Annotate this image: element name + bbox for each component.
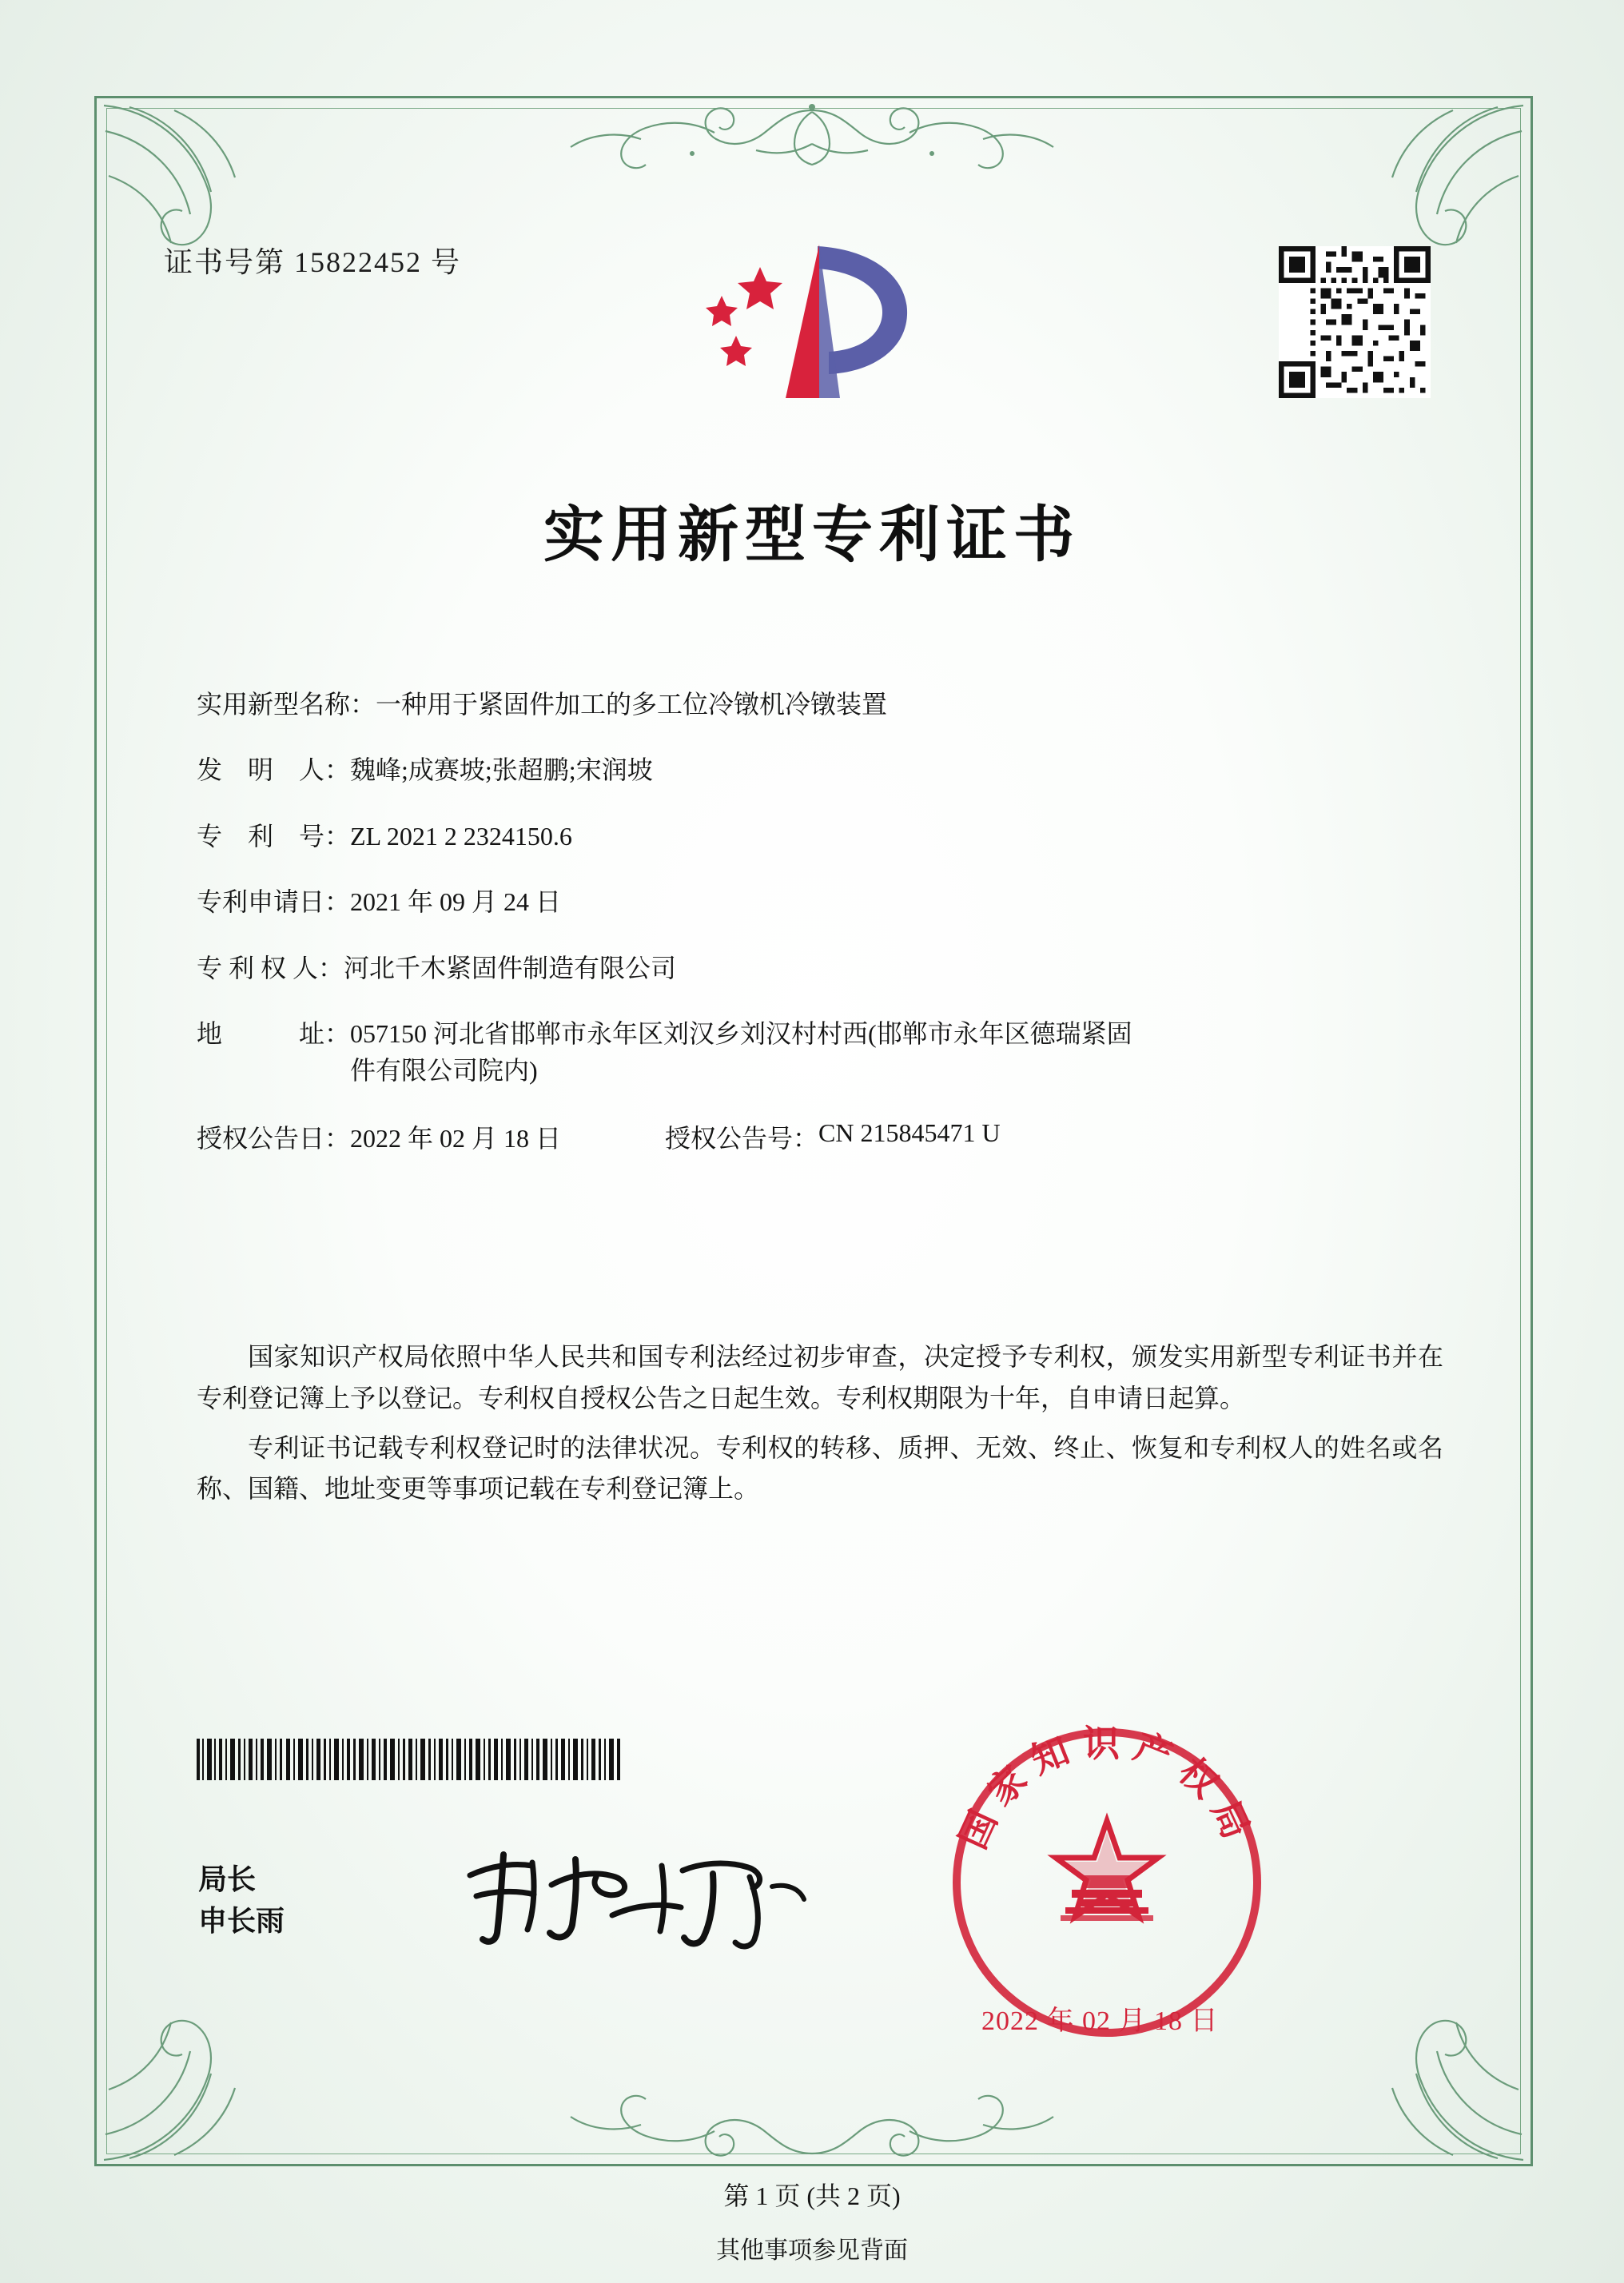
field-value-application-date: 2021 年 09 月 24 日 [350,887,562,917]
signature-block [198,1859,285,1942]
body-text [197,1337,1443,1518]
field-value-inventors: 魏峰;成赛坡;张超鹏;宋润坡 [350,755,653,785]
field-value-patentee: 河北千木紧固件制造有限公司 [344,953,677,982]
field-row-patentee [197,950,1443,986]
page-title: 实用新型专利证书 [543,502,1081,569]
field-label: 专 利 权 人： [197,953,344,982]
field-row-address [197,1015,1443,1090]
field-row-grant-announcement [197,1118,1443,1155]
signature-name: 申长雨 [198,1905,285,1938]
signature-role: 局长 [198,1863,257,1895]
grant-date-value: 2022 年 02 月 18 日 [350,1123,562,1153]
field-row-utility-model-name [197,686,1443,723]
back-note: 其他事项参见背面 [716,2237,908,2264]
field-value-utility-model-name: 一种用于紧固件加工的多工位冷镦机冷镦装置 [376,690,888,719]
grant-number-label: 授权公告号： [665,1123,819,1153]
paragraph-2: 专利证书记载专利权登记时的法律状况。专利权的转移、质押、无效、终止、恢复和专利权人的姓名或名称、国籍、地址变更等事项记载在专利登记簿上。 [197,1432,1443,1504]
handwritten-signature [456,1839,815,1950]
seal-date: 2022 年 02 月 18 日 [981,2006,1219,2036]
field-row-application-date [197,883,1443,920]
paragraph-1: 国家知识产权局依照中华人民共和国专利法经过初步审查，决定授予专利权，颁发实用新型专利证书并在专利登记簿上予以登记。专利权自授权公告之日起生效。专利权期限为十年，自申请日起算。 [197,1342,1443,1412]
field-label: 专利申请日： [197,887,351,917]
field-value-patent-number: ZL 2021 2 2324150.6 [350,821,572,851]
field-label: 实用新型名称： [197,690,376,719]
barcode [197,1739,623,1780]
certificate-number: 证书号第 15822452 号 [164,246,462,278]
cnipa-logo-icon [683,232,939,424]
field-label: 地 址： [197,1018,351,1048]
field-row-patent-number [197,818,1443,855]
field-label: 专 利 号： [197,821,351,851]
seal-text: 国家知识产权局 [952,1723,1262,1855]
grant-number-value: CN 215845471 U [818,1118,1001,1147]
page-number: 第 1 页 (共 2 页) [723,2181,901,2210]
field-row-inventors [197,751,1443,788]
field-value-address: 057150 河北省邯郸市永年区刘汉乡刘汉村村西(邯郸市永年区德瑞紧固件有限公司院内) [350,1018,1132,1086]
field-list [197,686,1443,1184]
qr-code [1279,246,1431,398]
field-label: 发 明 人： [197,755,351,785]
grant-date-label: 授权公告日： [197,1123,351,1153]
